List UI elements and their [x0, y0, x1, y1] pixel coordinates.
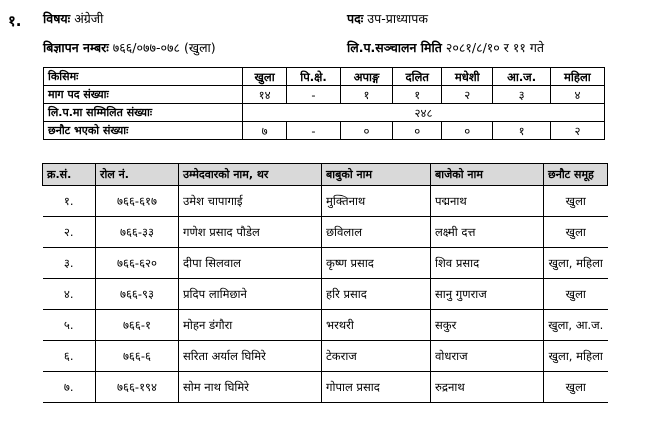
roll-number-cell: ७६६-६२० [96, 248, 179, 279]
selected-cell: १ [493, 122, 551, 140]
serial-cell: ३. [43, 248, 96, 279]
demand-cell: ३ [493, 86, 551, 104]
father-name-cell: गोपाल प्रसाद [322, 372, 431, 403]
selected-cell: ७ [243, 122, 287, 140]
father-name-cell: टेकराज [322, 341, 431, 372]
post-line [347, 10, 428, 27]
participants-label: लि.प.मा सम्मिलित संख्याः [44, 104, 243, 122]
subject-label: विषयः [43, 11, 71, 26]
ad-value: ७६६/०७७-०७८ (खुला) [112, 40, 216, 55]
col-header-serial: क्र.सं. [43, 164, 96, 186]
roll-number-cell: ७६६-३३ [96, 217, 179, 248]
selected-label: छनौट भएको संख्याः [44, 122, 243, 140]
ad-label: बिज्ञापन नम्बरः [43, 40, 109, 55]
candidate-name-cell: प्रदिप लामिछाने [179, 279, 322, 310]
grandfather-name-cell: सकुर [431, 310, 544, 341]
roll-number-cell: ७६६-१९४ [96, 372, 179, 403]
demand-cell: १४ [243, 86, 287, 104]
table-row [43, 372, 608, 403]
col-header-grandfather-name: बाजेको नाम [431, 164, 544, 186]
exam-date-line [347, 39, 544, 56]
selected-cell: २ [550, 122, 604, 140]
candidate-name-cell: मोहन डंगौरा [179, 310, 322, 341]
selected-cell: ० [340, 122, 392, 140]
selection-group-cell: खुला [544, 279, 608, 310]
stats-header-cell: किसिमः [44, 68, 243, 86]
post-value: उप-प्राध्यापक [367, 11, 428, 26]
demand-cell: २ [442, 86, 493, 104]
selected-cell: ० [393, 122, 442, 140]
section-number: १. [8, 12, 22, 30]
grandfather-name-cell: शिव प्रसाद [431, 248, 544, 279]
selected-cell: ० [442, 122, 493, 140]
selection-group-cell: खुला [544, 217, 608, 248]
participants-value: २४८ [243, 104, 605, 122]
demand-cell: ४ [550, 86, 604, 104]
stats-header-cell: खुला [243, 68, 287, 86]
col-header-selection-group: छनौट समूह [544, 164, 608, 186]
father-name-cell: छविलाल [322, 217, 431, 248]
father-name-cell: हरि प्रसाद [322, 279, 431, 310]
candidate-name-cell: गणेश प्रसाद पौडेल [179, 217, 322, 248]
serial-cell: ६. [43, 341, 96, 372]
selection-group-cell: खुला, महिला [544, 248, 608, 279]
ad-line [43, 39, 216, 56]
demand-cell: - [287, 86, 341, 104]
grandfather-name-cell: वोधराज [431, 341, 544, 372]
serial-cell: ४. [43, 279, 96, 310]
selection-group-cell: खुला [544, 186, 608, 217]
table-row [43, 186, 608, 217]
stats-header-cell: मधेशी [442, 68, 493, 86]
grandfather-name-cell: रुद्रनाथ [431, 372, 544, 403]
demand-label: माग पद संख्याः [44, 86, 243, 104]
selected-row [44, 122, 605, 140]
stats-header-cell: दलित [393, 68, 442, 86]
selection-group-cell: खुला [544, 372, 608, 403]
demand-cell: १ [340, 86, 392, 104]
serial-cell: १. [43, 186, 96, 217]
subject-line [43, 10, 103, 27]
exam-date-value: २०८१/८/१० र ११ गते [445, 40, 544, 55]
father-name-cell: कृष्ण प्रसाद [322, 248, 431, 279]
roll-number-cell: ७६६-६१७ [96, 186, 179, 217]
serial-cell: ७. [43, 372, 96, 403]
table-row [43, 217, 608, 248]
serial-cell: ५. [43, 310, 96, 341]
father-name-cell: भरथरी [322, 310, 431, 341]
serial-cell: २. [43, 217, 96, 248]
candidates-header-row [43, 164, 608, 186]
stats-header-cell: अपाङ्ग [340, 68, 392, 86]
stats-header-row [44, 68, 605, 86]
selected-candidates-table [42, 163, 608, 403]
demand-row [44, 86, 605, 104]
candidate-name-cell: दीपा सिलवाल [179, 248, 322, 279]
stats-header-cell: आ.ज. [493, 68, 551, 86]
grandfather-name-cell: सानु गुणराज [431, 279, 544, 310]
candidate-name-cell: सोम नाथ घिमिरे [179, 372, 322, 403]
table-row [43, 341, 608, 372]
roll-number-cell: ७६६-९३ [96, 279, 179, 310]
grandfather-name-cell: लक्ष्मी दत्त [431, 217, 544, 248]
col-header-roll: रोल नं. [96, 164, 179, 186]
selected-cell: - [287, 122, 341, 140]
roll-number-cell: ७६६-१ [96, 310, 179, 341]
roll-number-cell: ७६६-६ [96, 341, 179, 372]
col-header-father-name: बाबुको नाम [322, 164, 431, 186]
grandfather-name-cell: पद्मनाथ [431, 186, 544, 217]
selection-group-cell: खुला, महिला [544, 341, 608, 372]
post-label: पदः [347, 11, 364, 26]
subject-value: अंग्रेजी [74, 11, 104, 26]
stats-header-cell: पि.क्षे. [287, 68, 341, 86]
table-row [43, 248, 608, 279]
col-header-candidate-name: उम्मेदवारको नाम, थर [179, 164, 322, 186]
selection-group-cell: खुला, आ.ज. [544, 310, 608, 341]
demand-cell: १ [393, 86, 442, 104]
participants-row [44, 104, 605, 122]
exam-date-label: लि.प.सञ्चालन मिति [347, 40, 442, 55]
father-name-cell: मुक्तिनाथ [322, 186, 431, 217]
table-row [43, 310, 608, 341]
candidate-name-cell: सरिता अर्याल घिमिरे [179, 341, 322, 372]
stats-header-cell: महिला [550, 68, 604, 86]
candidate-name-cell: उमेश चापागाई [179, 186, 322, 217]
table-row [43, 279, 608, 310]
vacancy-stats-table [43, 67, 605, 140]
